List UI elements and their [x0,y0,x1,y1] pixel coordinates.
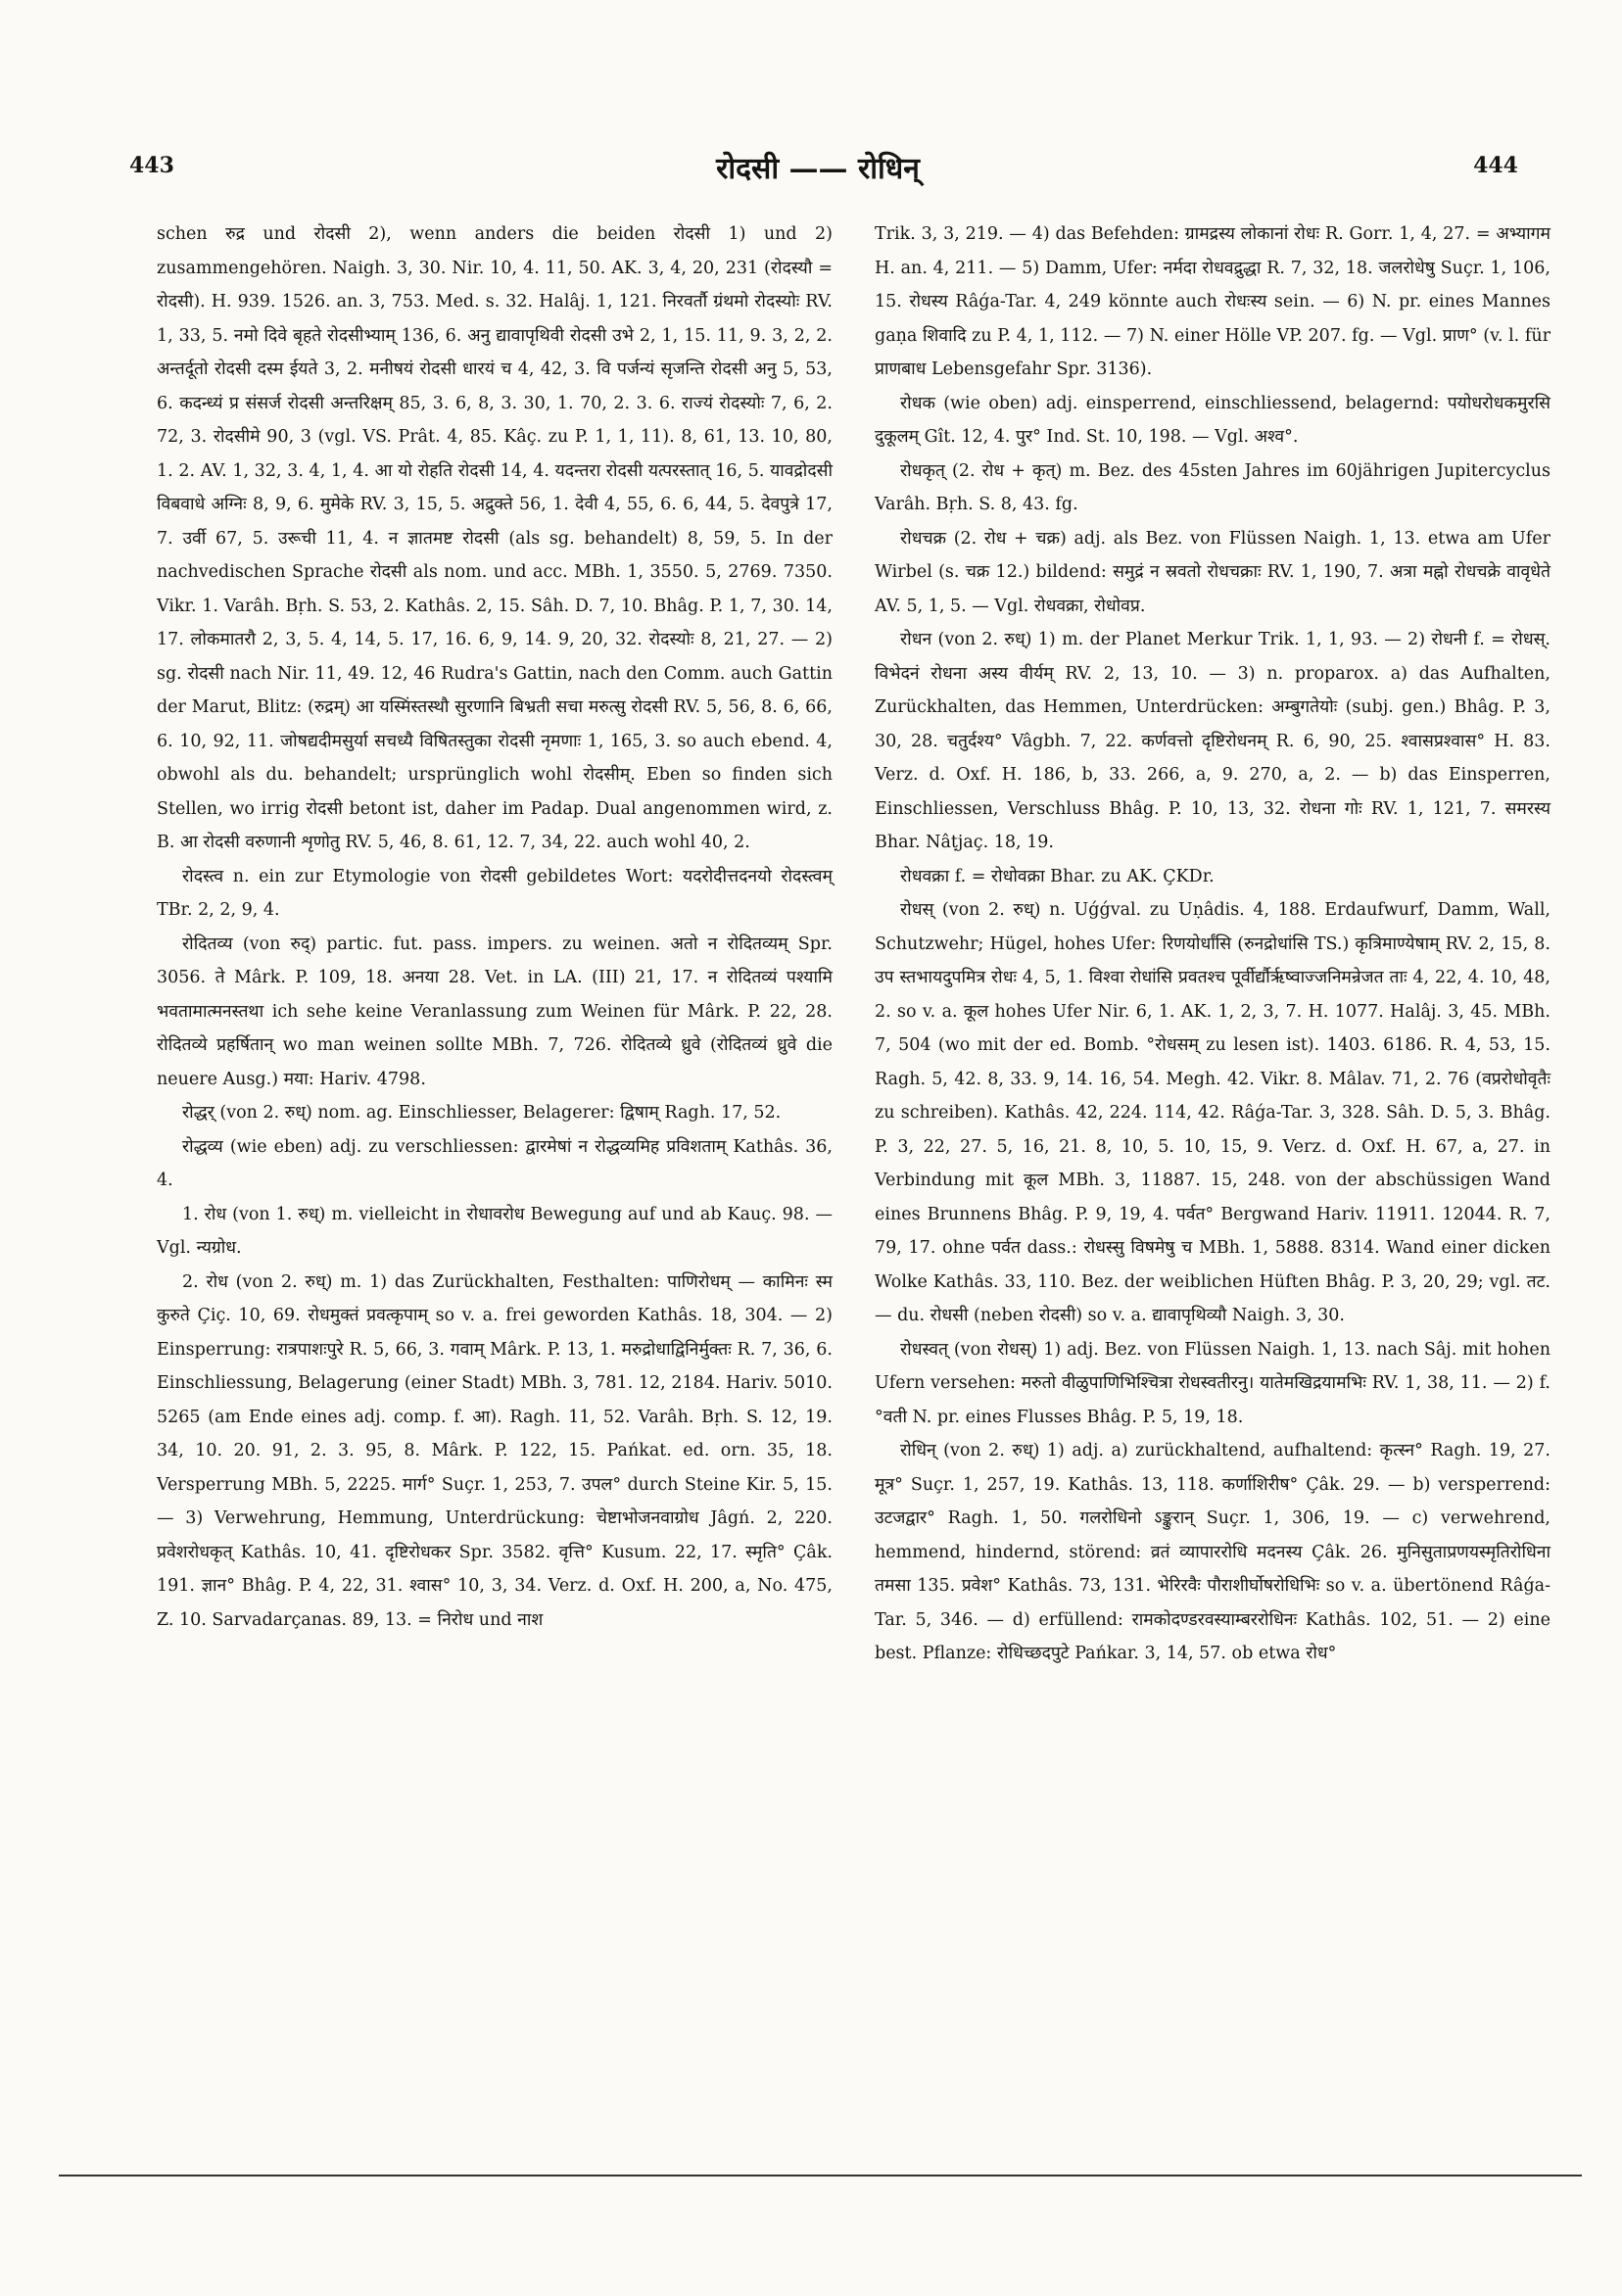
entry-paragraph: 2. रोध (von 2. रुध्) m. 1) das Zurückhalten, Festhalten: पाणिरोधम् — कामिनः स्म कुरुते Çiç. 10, 69. रोधमुक्तं प्रवत्कृपाम् so v. a. frei geworden Kathâs. 18, 304. — 2) Einsperrung: रात्रपाशःपुरे R. 5, 66, 3. गवाम् Mârk. P. 13, 1. मरुद्रोधाद्विनिर्मुक्तः R. 7, 36, 6. Einschliessung, Belagerung (einer Stadt) MBh. 3, 781. 12, 2184. Hariv. 5010. 5265 (am Ende eines adj. comp. f. आ). Ragh. 11, 52. Varâh. Bṛh. S. 12, 19. 34, 10. 20. 91, 2. 3. 95, 8. Mârk. P. 122, 15. Pańkat. ed. orn. 35, 18. Versperrung MBh. 5, 2225. मार्ग° Suçr. 1, 253, 7. उपल° durch Steine Kir. 5, 15. — 3) Verwehrung, Hemmung, Unterdrückung: चेष्टाभोजनवाग्रोध Jâgń. 2, 220. प्रवेशरोधकृत् Kathâs. 10, 41. दृष्टिरोधकर Spr. 3582. वृत्ति° Kusum. 22, 17. स्मृति° Çâk. 191. ज्ञान° Bhâg. P. 4, 22, 31. श्वास° 10, 3, 34. Verz. d. Oxf. H. 200, a, No. 475, Z. 10. Sarvadarçanas. 89, 13. = निरोध und नाश [157,1271,833,1630]
entry-paragraph: रोधस्वत् (von रोधस्) 1) adj. Bez. von Flüssen Naigh. 1, 13. nach Sâj. mit hohen Ufern versehen: मरुतो वीळुपाणिभिश्चित्रा रोधस्वतीरनु। यातेमखिद्रयामभिः RV. 1, 38, 11. — 2) f. °वती N. pr. eines Flusses Bhâg. P. 5, 19, 18. [875,1339,1550,1427]
entry-paragraph: रोधकृत् (2. रोध + कृत्) m. Bez. des 45sten Jahres im 60jährigen Jupitercyclus Varâh. Bṛh. S. 8, 43. fg. [875,460,1550,514]
entry-paragraph: schen रुद्र und रोदसी 2), wenn anders die beiden रोदसी 1) und 2) zusammengehören. Naigh. 3, 30. Nir. 10, 4. 11, 50. AK. 3, 4, 20, 231 (रोदस्यौ = रोदसी). H. 939. 1526. an. 3, 753. Med. s. 32. Halâj. 1, 121. निरवर्तौ ग्रंथमो रोदस्योः RV. 1, 33, 5. नमो दिवे बृहते रोदसीभ्याम् 136, 6. अनु द्यावापृथिवी रोदसी उभे 2, 1, 15. 11, 9. 3, 2, 2. अन्तर्दूतो रोदसी दस्म ईयते 3, 2. मनीषयं रोदसी धारयं च 4, 42, 3. वि पर्जन्यं सृजन्ति रोदसी अनु 5, 53, 6. कदन्ध्यं प्र संसर्ज रोदसी अन्तरिक्षम् 85, 3. 6, 8, 3. 30, 1. 70, 2. 3. 6. राज्यं रोदस्योः 7, 6, 2. 72, 3. रोदसीमे 90, 3 (vgl. VS. Prât. 4, 85. Kâç. zu P. 1, 1, 11). 8, 61, 13. 10, 80, 1. 2. AV. 1, 32, 3. 4, 1, 4. आ यो रोहति रोदसी 14, 4. यदन्तरा रोदसी यत्परस्तात् 16, 5. यावद्रोदसी विबवाधे अग्निः 8, 9, 6. मुमेके RV. 3, 15, 5. अद्रुक्ते 56, 1. देवी 4, 55, 6. 6, 44, 5. देवपुत्रे 17, 7. उर्वी 67, 5. उरूची 11, 4. न ज्ञातमष्ट रोदसी (als sg. behandelt) 8, 59, 5. In der nachvedischen Sprache रोदसी als nom. und acc. MBh. 1, 3550. 5, 2769. 7350. Vikr. 1. Varâh. Bṛh. S. 53, 2. Kathâs. 2, 15. Sâh. D. 7, 10. Bhâg. P. 1, 7, 30. 14, 17. लोकमातरौ 2, 3, 5. 4, 14, 5. 17, 16. 6, 9, 14. 9, 20, 32. रोदस्योः 8, 21, 27. — 2) sg. रोदसी nach Nir. 11, 49. 12, 46 Rudra's Gattin, nach den Comm. auch Gattin der Marut, Blitz: (रुद्रम्) आ यस्मिंस्तस्थौ सुरणानि बिभ्रती सचा मरुत्सु रोदसी RV. 5, 56, 8. 6, 66, 6. 10, 92, 11. जोषद्यदीमसुर्या सचध्यै विषितस्तुका रोदसी नृमणाः 1, 165, 3. so auch ebend. 4, obwohl als du. behandelt; ursprünglich wohl रोदसीम्. Eben so finden sich Stellen, wo irrig रोदसी betont ist, daher im Padap. Dual angenommen wird, z. B. आ रोदसी वरुणानी शृणोतु RV. 5, 46, 8. 61, 12. 7, 34, 22. auch wohl 40, 2. [157,224,833,852]
entry-paragraph: रोधचक्र (2. रोध + चक्र) adj. als Bez. von Flüssen Naigh. 1, 13. etwa am Ufer Wirbel (s. चक्र 12.) bildend: समुद्रं न स्रवतो रोधचक्राः RV. 1, 190, 7. अत्रा मह्नो रोधचक्रे वावृधेते AV. 5, 1, 5. — Vgl. रोधवक्रा, रोधोवप्र. [875,528,1550,616]
entry-paragraph: रोद्धर् (von 2. रुध्) nom. ag. Einschliesser, Belagerer: द्विषाम् Ragh. 17, 52. [182,1103,782,1123]
page-number-right: 444 [1473,153,1518,178]
entry-paragraph: रोधिन् (von 2. रुध्) 1) adj. a) zurückhaltend, aufhaltend: कृत्स्न° Ragh. 19, 27. मूत्र° Suçr. 1, 257, 19. Kathâs. 13, 118. कर्णाशिरीष° Çâk. 29. — b) versperrend: उटजद्वार° Ragh. 1, 50. गलरोधिनो ऽङ्कुरान् Suçr. 1, 306, 19. — c) verwehrend, hemmend, hindernd, störend: व्रतं व्यापाररोधि मदनस्य Çâk. 26. मुनिसुताप्रणयस्मृतिरोधिना तमसा 135. प्रवेश° Kathâs. 73, 131. भेरिरवैः पौराशीर्घोषरोधिभिः so v. a. übertönend Râǵa-Tar. 5, 346. — d) erfüllend: रामकोदण्डरवस्याम्बररोधिनः Kathâs. 102, 51. — 2) eine best. Pflanze: रोधिच्छदपुटे Pańkar. 3, 14, 57. ob etwa रोध° [875,1441,1550,1663]
entry-paragraph: रोधवक्रा f. = रोधोवक्रा Bhar. zu AK. ÇKDr. [900,866,1215,886]
entry-paragraph: 1. रोध (von 1. रुध्) m. vielleicht in रोधावरोध Bewegung auf und ab Kauç. 98. — Vgl. न्यग्रोध. [157,1204,833,1258]
page-number-left: 443 [129,153,174,178]
footer-rule [59,2175,1582,2176]
entry-paragraph: रोदस्त्व n. ein zur Etymologie von रोदसी gebildetes Wort: यदरोदीत्तदनयो रोदस्त्वम् TBr. 2, 2, 9, 4. [157,866,833,920]
page-header [118,147,1518,196]
right-column [875,217,1550,1671]
entry-paragraph: रोद्धव्य (wie eben) adj. zu verschliessen: द्वारमेषां न रोद्धव्यमिह प्रविशताम् Kathâs. 36, 4. [157,1136,833,1190]
entry-paragraph: रोधन (von 2. रुध्) 1) m. der Planet Merkur Trik. 1, 1, 93. — 2) रोधनी f. = रोधस्. विभेदनं रोधना अस्य वीर्यम् RV. 2, 13, 10. — 3) n. proparox. a) das Aufhalten, Zurückhalten, das Hemmen, Unterdrücken: अम्बुगतेयोः (subj. gen.) Bhâg. P. 3, 30, 28. चतुर्दश्य° Vâgbh. 7, 22. कर्णवत्तो दृष्टिरोधनम् R. 6, 90, 25. श्वासप्रश्वास° H. 83. Verz. d. Oxf. H. 186, b, 33. 266, a, 9. 270, a, 2. — b) das Einsperren, Einschliessen, Verschluss Bhâg. P. 10, 13, 32. रोधना गोः RV. 1, 121, 7. समरस्य Bhar. Nâṭjaç. 18, 19. [875,630,1550,852]
entry-paragraph: रोधक (wie oben) adj. einsperrend, einschliessend, belagernd: पयोधरोधकमुरसि दुकूलम् Gît. 12, 4. पुर° Ind. St. 10, 198. — Vgl. अश्व°. [875,393,1550,447]
entry-paragraph: रोदितव्य (von रुद्) partic. fut. pass. impers. zu weinen. अतो न रोदितव्यम् Spr. 3056. ते Mârk. P. 109, 18. अनया 28. Vet. in LA. (III) 21, 17. न रोदितव्यं पश्यामि भवतामात्मनस्तथा ich sehe keine Veranlassung zum Weinen für Mârk. P. 22, 28. रोदितव्ये प्रहर्षितान् wo man weinen sollte MBh. 7, 726. रोदितव्ये ध्रुवे (रोदितव्यं ध्रुवे die neuere Ausg.) मया: Hariv. 4798. [157,933,833,1089]
entry-paragraph: रोधस् (von 2. रुध्) n. Uǵǵval. zu Uṇâdis. 4, 188. Erdaufwurf, Damm, Wall, Schutzwehr; Hügel, hohes Ufer: रिणयोर्धांसि (रुनद्रोधांसि TS.) कृत्रिमाण्येषाम् RV. 2, 15, 8. उप स्तभायदुपमित्र रोधः 4, 5, 1. विश्वा रोधांसि प्रवतश्च पूर्वीर्द्यौर्ऋष्वाज्जनिमन्रेजत ताः 4, 22, 4. 10, 48, 2. so v. a. कूल hohes Ufer Nir. 6, 1. AK. 1, 2, 3, 7. H. 1077. Halâj. 3, 45. MBh. 7, 504 (wo mit der ed. Bomb. °रोधसम् zu lesen ist). 1403. 6186. R. 4, 53, 15. Ragh. 5, 42. 8, 33. 9, 14. 16, 54. Megh. 42. Vikr. 8. Mâlav. 71, 2. 76 (वप्ररोधोवृतैः zu schreiben). Kathâs. 42, 224. 114, 42. Râǵa-Tar. 3, 328. Sâh. D. 5, 3. Bhâg. P. 3, 22, 27. 5, 16, 21. 8, 10, 5. 10, 15, 9. Verz. d. Oxf. H. 67, a, 27. in Verbindung mit कूल MBh. 3, 11887. 15, 248. von der abschüssigen Wand eines Brunnens Bhâg. P. 9, 19, 4. पर्वत° Bergwand Hariv. 11911. 12044. R. 7, 79, 17. ohne पर्वत dass.: रोधस्सु विषमेषु च MBh. 1, 5888. 8314. Wand einer dicken Wolke Kathâs. 33, 110. Bez. der weiblichen Hüften Bhâg. P. 3, 20, 29; vgl. तट. — du. रोधसी (neben रोदसी) so v. a. द्यावापृथिव्यौ Naigh. 3, 30. [875,900,1550,1325]
running-title: रोदसी —— रोधिन् [716,152,920,186]
entry-paragraph: Trik. 3, 3, 219. — 4) das Befehden: ग्रामद्रस्य लोकानां रोधः R. Gorr. 1, 4, 27. = अभ्यागम H. an. 4, 211. — 5) Damm, Ufer: नर्मदा रोधवद्रुद्धा R. 7, 32, 18. जलरोधेषु Suçr. 1, 106, 15. रोधस्य Râǵa-Tar. 4, 249 könnte auch रोधःस्य sein. — 6) N. pr. eines Mannes gaṇa शिवादि zu P. 4, 1, 112. — 7) N. einer Hölle VP. 207. fg. — Vgl. प्राण° (v. l. für प्राणबाध Lebensgefahr Spr. 3136). [875,224,1550,379]
left-column [157,217,833,1637]
